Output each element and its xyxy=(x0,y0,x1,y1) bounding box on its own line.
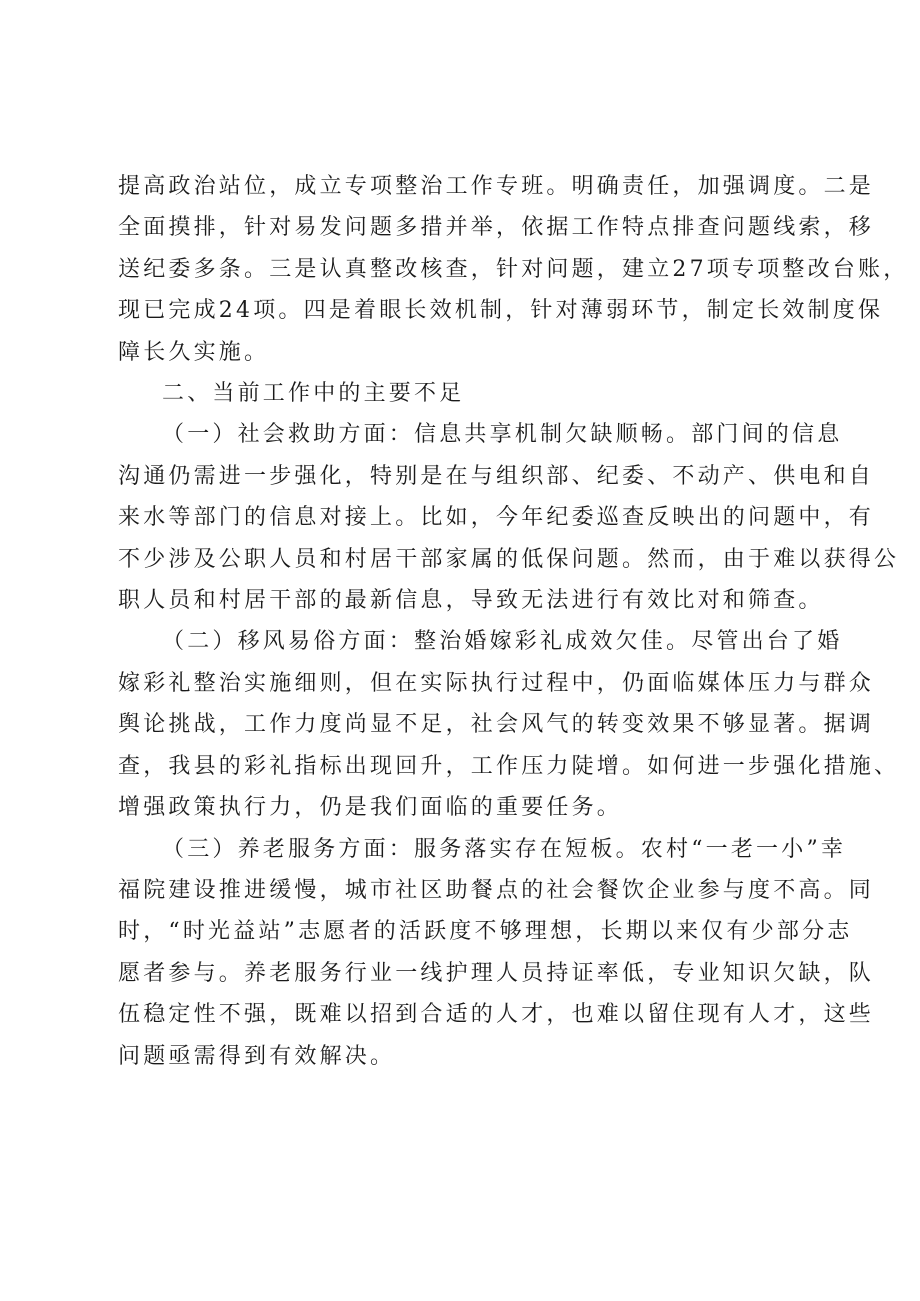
text-line: 舆论挑战，工作力度尚显不足，社会风气的转变效果不够显著。据调 xyxy=(118,712,875,738)
paragraph-customs-reform xyxy=(118,621,900,828)
text-line: 时，“时光益站”志愿者的活跃度不够理想，长期以来仅有少部分志 xyxy=(118,919,853,945)
text-line: 愿者参与。养老服务行业一线护理人员持证率低，专业知识欠缺，队 xyxy=(118,960,875,986)
paragraph-social-assistance xyxy=(118,414,900,621)
text-line: 查，我县的彩礼指标出现回升，工作压力陡增。如何进一步强化措施、 xyxy=(118,753,900,779)
text-line: 福院建设推进缓慢，城市社区助餐点的社会餐饮企业参与度不高。同 xyxy=(118,877,875,903)
text-line: 全面摸排，针对易发问题多措并举，依据工作特点排查问题线索，移 xyxy=(118,215,875,241)
paragraph-work-measures xyxy=(118,166,909,373)
document-body xyxy=(118,166,909,1077)
section-heading: 二、当前工作中的主要不足 xyxy=(162,381,465,407)
text-line: （一）社会救助方面：信息共享机制欠缺顺畅。部门间的信息 xyxy=(162,422,843,448)
text-line: （二）移风易俗方面：整治婚嫁彩礼成效欠佳。尽管出台了婚 xyxy=(162,629,843,655)
paragraph-elderly-care xyxy=(118,829,875,1077)
text-line: 不少涉及公职人员和村居干部家属的低保问题。然而，由于难以获得公 xyxy=(118,546,900,572)
text-line: 嫁彩礼整治实施细则，但在实际执行过程中，仍面临媒体压力与群众 xyxy=(118,670,875,696)
text-line: 送纪委多条。三是认真整改核查，针对问题，建立27项专项整改台账， xyxy=(118,256,909,282)
text-line: 问题亟需得到有效解决。 xyxy=(118,1043,396,1069)
text-line: 伍稳定性不强，既难以招到合适的人才，也难以留住现有人才，这些 xyxy=(118,1002,875,1028)
text-line: 沟通仍需进一步强化，特别是在与组织部、纪委、不动产、供电和自 xyxy=(118,463,875,489)
text-line: 现已完成24项。四是着眼长效机制，针对薄弱环节，制定长效制度保 xyxy=(118,298,884,324)
text-line: （三）养老服务方面：服务落实存在短板。农村“一老一小”幸 xyxy=(162,836,847,862)
text-line: 障长久实施。 xyxy=(118,339,270,365)
text-line: 职人员和村居干部的最新信息，导致无法进行有效比对和筛查。 xyxy=(118,588,824,614)
text-line: 来水等部门的信息对接上。比如，今年纪委巡查反映出的问题中，有 xyxy=(118,505,875,531)
text-line: 增强政策执行力，仍是我们面临的重要任务。 xyxy=(118,795,623,821)
text-line: 提高政治站位，成立专项整治工作专班。明确责任，加强调度。二是 xyxy=(118,174,875,199)
